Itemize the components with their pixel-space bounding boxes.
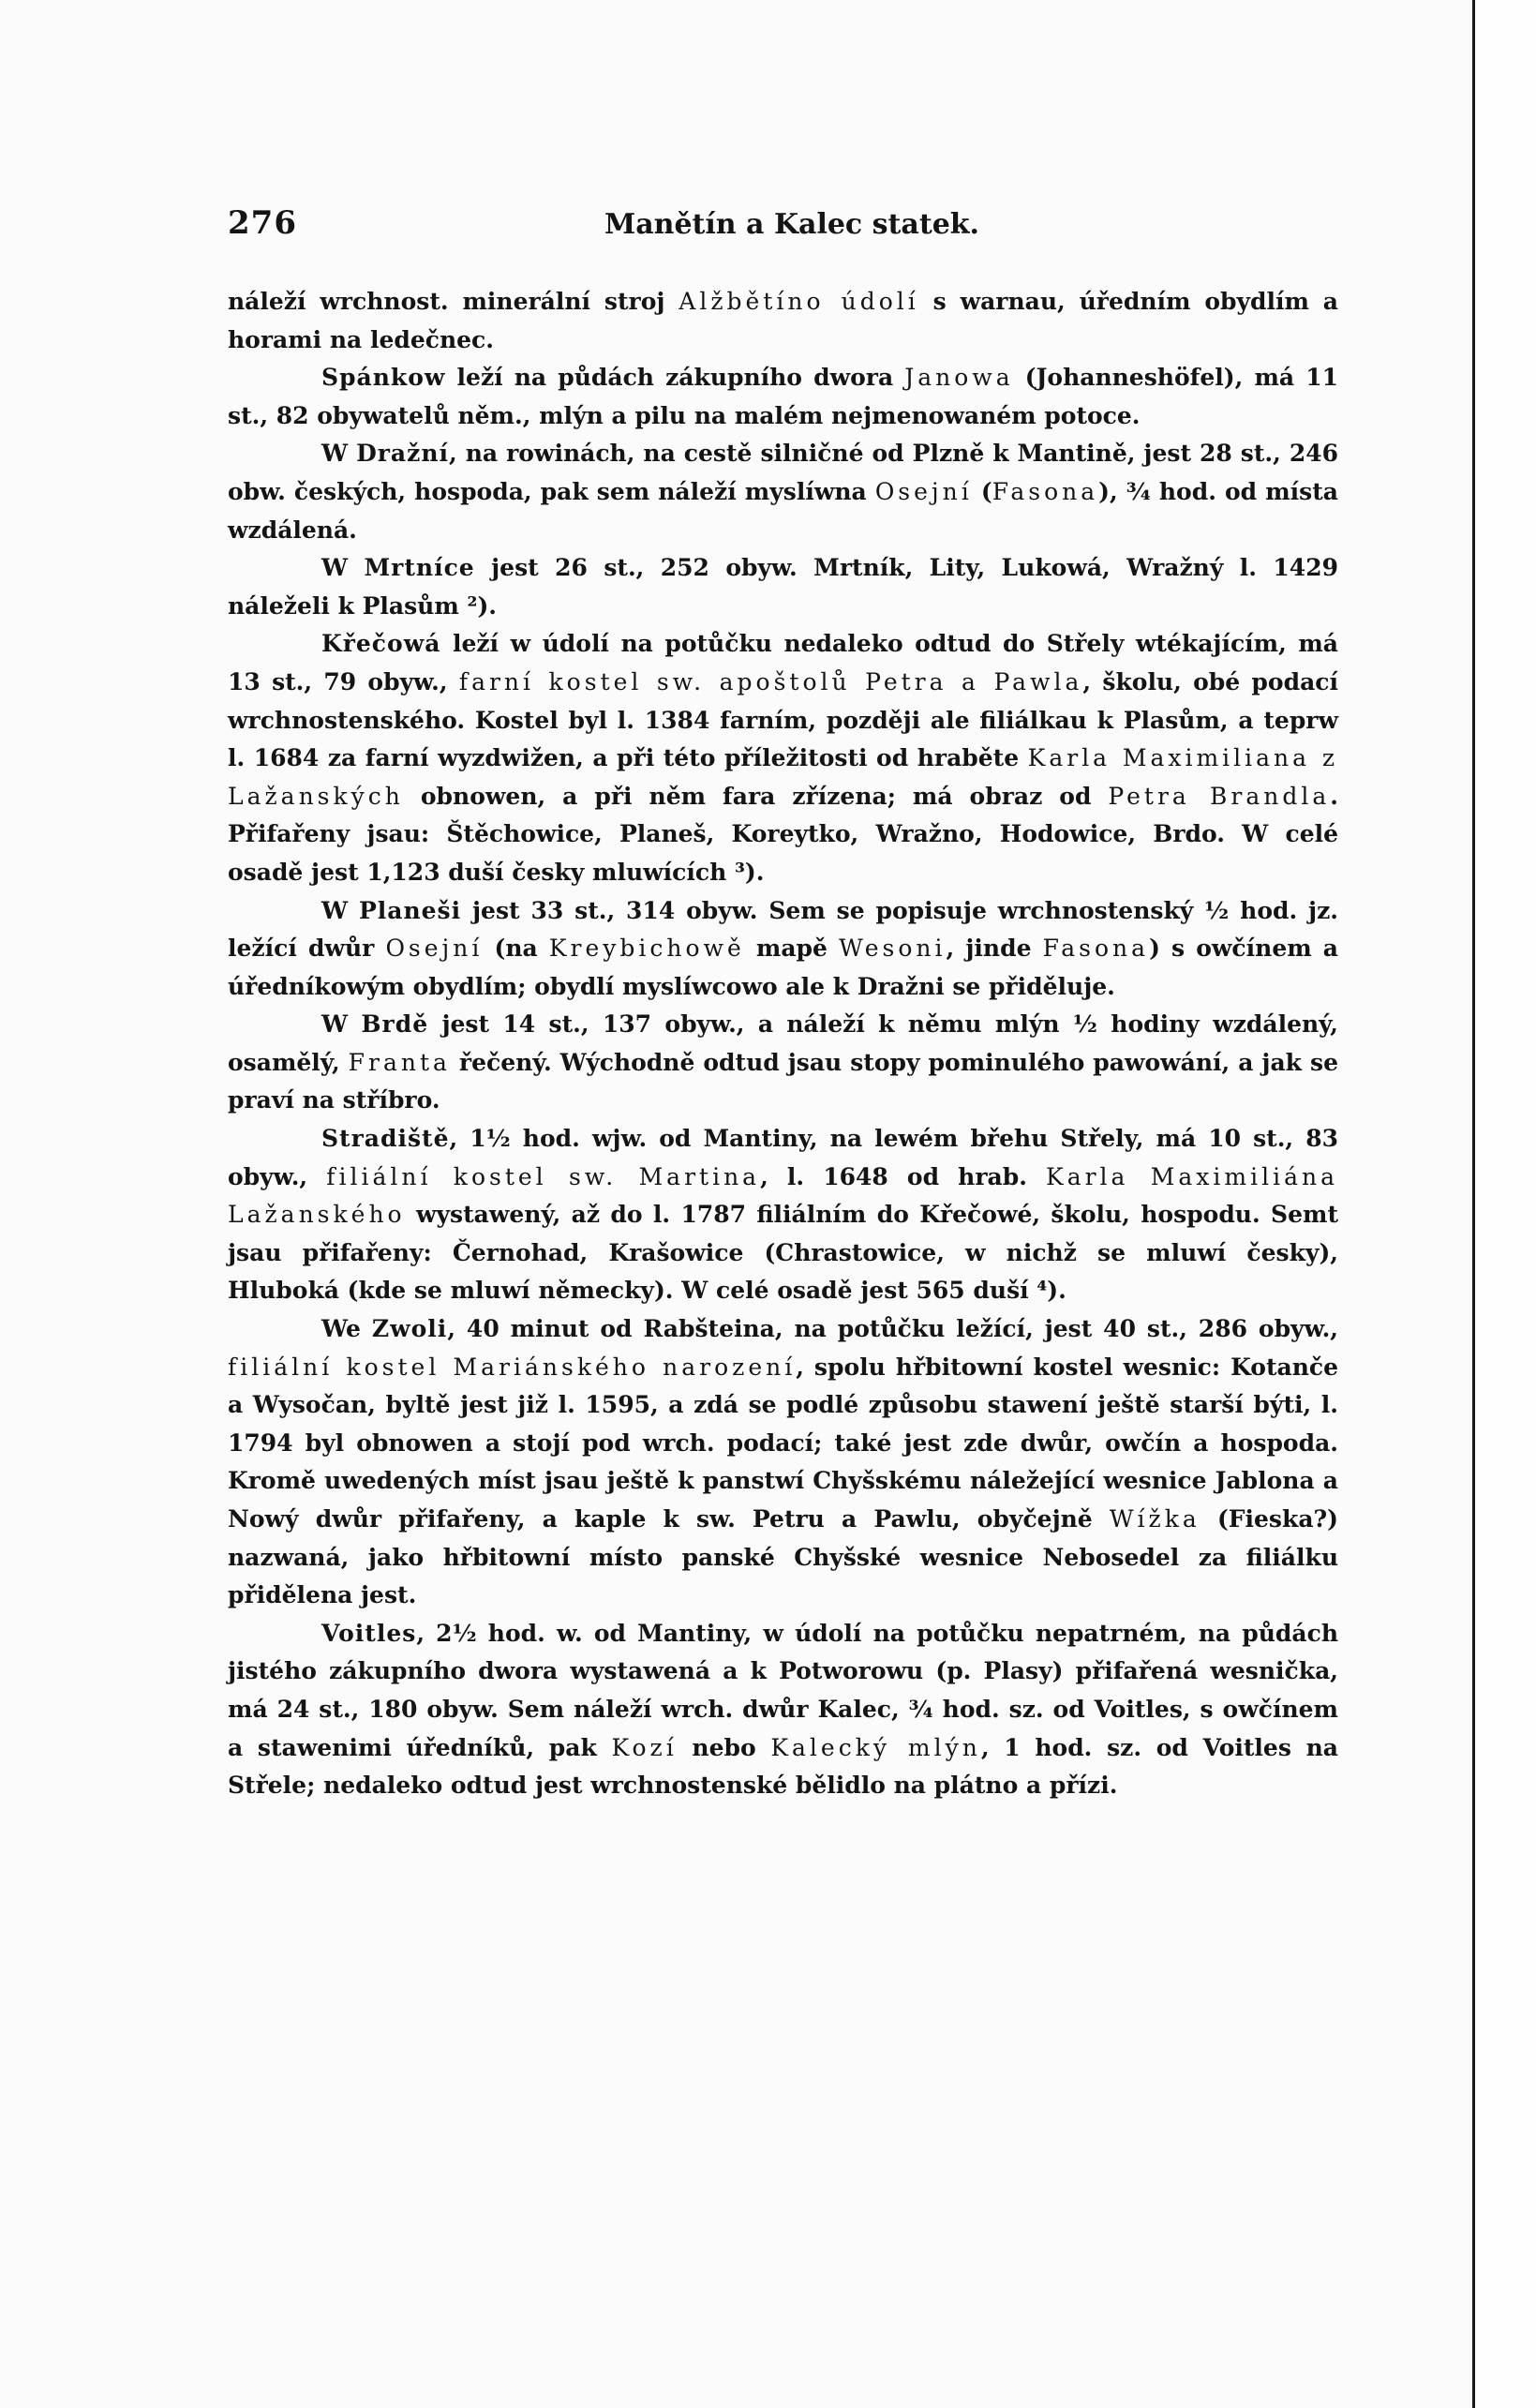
spaced-name: Kreybichowě [548,935,745,963]
page-edge-line [1472,0,1475,2408]
text-run: , jinde [946,935,1043,963]
paragraph [228,435,1338,549]
text-run: W [321,440,357,468]
text-run: jest 26 st., 252 obyw. Mrtník, Lity, Lukowá, Wražný l. 1429 náleželi k Plasům ²). [228,554,1338,620]
text-run: mapě [744,935,840,963]
entry-heading: Spánkow [321,364,446,392]
text-run: obnowen, a při něm fara zřízena; má obraz od [403,782,1109,810]
spaced-name: Kozí [611,1733,678,1761]
spaced-name: Kalecký mlýn [770,1733,981,1761]
text-run: ), ¾ hod. od místa wzdálená. [228,477,1338,544]
text-run: jest 14 st., 137 obyw., a náleží k němu mlýn ½ hodiny wzdálený, osamělý, [228,1010,1338,1076]
paragraph [228,1006,1338,1120]
text-run: W [321,554,365,582]
text-run: leží na půdách zákupního dwora [445,364,905,392]
text-run: ) s owčínem a úředníkowým obydlím; obydlí myslíwcowo ale k Dražni se přiděluje. [228,935,1339,1000]
spaced-name: farní kostel sw. apoštolů Petra a Pawla [458,667,1083,695]
spaced-name: Wížka [1109,1505,1200,1533]
text-run: , spolu hřbitowní kostel wesnic: Kotanče a Wysočan, byltě jest již l. 1595, a zdá se podlé způsobu stawení ještě starší býti, l. 1794 byl obnowen a stojí pod wrch. podací; také jest zde dwůr, owčín a hospoda. Kromě uwedených míst jsau ještě k panstwí Chyšskému náležející wesnice Jablona a Nowý dwůr přifařeny, a kaple k sw. Petru a Pawlu, obyčejně [228,1353,1338,1533]
paragraph [228,359,1338,435]
text-run: (Johanneshöfel), má 11 st., 82 obywatelů něm., mlýn a pilu na malém nejmenowaném potoce. [228,364,1338,429]
paragraph [228,1310,1338,1615]
paragraph [228,1615,1338,1805]
text-run: . Přifařeny jsau: Štěchowice, Planeš, Koreytko, Wražno, Hodowice, Brdo. W celé osadě jest 1,123 duší česky mluwících ³). [228,782,1339,886]
spaced-name: Karla Maximiliána Lažanského [228,1162,1339,1229]
page-number: 276 [228,204,297,242]
text-run: , školu, obé podací wrchnostenského. Kostel byl l. 1384 farním, později ale filiálkau k Plasům, a teprw l. 1684 za farní wyzdwižen, a při této příležitosti od hraběte [228,667,1338,772]
entry-heading: Křečowá [321,630,441,658]
entry-heading: Stradiště [321,1125,450,1153]
text-run: , 40 minut od Rabšteina, na potůčku ležící, jest 40 st., 286 obyw., [447,1315,1338,1343]
adjacent-page-edge [1476,0,1536,2408]
body-text [228,283,1338,1805]
spaced-name: Osejní [385,935,484,963]
paragraph [228,892,1338,1007]
entry-heading: Dražní [356,440,449,468]
entry-heading: Brdě [361,1010,429,1039]
spaced-name: Janowa [904,364,1014,392]
paragraph [228,549,1338,625]
spaced-name: Fasona [992,477,1099,505]
entry-heading: Zwoli [371,1315,448,1343]
spaced-name: filiální kostel sw. Martina [326,1162,761,1190]
text-run: nebo [677,1733,771,1761]
text-run: W [321,896,359,924]
spaced-name: Franta [348,1048,451,1076]
text-run: řečený. Wýchodně odtud jsau stopy pominulého pawowání, a jak se praví na stříbro. [228,1048,1338,1114]
spaced-name: Wesoni [839,935,947,963]
paragraph [228,1120,1338,1310]
spaced-name: Osejní [874,477,973,505]
text-run: , 1 hod. sz. od Voitles na Střele; nedaleko odtud jest wrchnostenské bělidlo na plátno a přízi. [228,1733,1338,1800]
text-run: , l. 1648 od hrab. [760,1162,1047,1190]
spaced-name: Petra Brandla [1108,782,1331,810]
text-run: leží w údolí na potůčku nedaleko odtud do Střely wtékajícím, má 13 st., 79 obyw., [228,630,1338,695]
spaced-name: Alžbětíno údolí [679,288,919,315]
text-run: We [321,1315,372,1343]
text-run: , na rowinách, na cestě silničné od Plzně k Mantině, jest 28 st., 246 obw. českých, hospoda, pak sem náleží myslíwna [228,440,1338,505]
text-run: , 1½ hod. wjw. od Mantiny, na lewém břehu Střely, má 10 st., 83 obyw., [228,1125,1338,1190]
spaced-name: filiální kostel Mariánského narození [228,1353,797,1381]
paragraph [228,283,1338,359]
text-run: ( [972,477,992,505]
text-run: (Fieska?) nazwaná, jako hřbitowní místo panské Chyšské wesnice Nebosedel za filiálku přidělena jest. [228,1505,1338,1609]
text-run: , 2½ hod. w. od Mantiny, w údolí na potůčku nepatrném, na půdách jistého zákupního dwora wystawená a k Potworowu (p. Plasy) přifařená wesnička, má 24 st., 180 obyw. Sem náleží wrch. dwůr Kalec, ¾ hod. sz. od Voitles, s owčínem a stawenimi úředníků, pak [228,1619,1338,1761]
spaced-name: Karla Maximiliana z Lažanských [228,744,1339,810]
text-run: náleží wrchnost. minerální stroj [228,288,679,315]
entry-heading: Voitles [321,1619,417,1647]
text-run: (na [483,935,549,963]
entry-heading: Planeši [358,896,462,924]
text-run: wystawený, až do l. 1787 filiálním do Křečowé, školu, hospodu. Semt jsau přifařeny: Černohad, Krašowice (Chrastowice, w nichž se mluwí česky), Hluboká (kde se mluwí německy). W celé osadě jest 565 duší ⁴). [228,1201,1338,1305]
text-run: s warnau, úředním obydlím a horami na ledečnec. [228,288,1339,353]
text-run: W [321,1010,362,1039]
running-title: Manětín a Kalec statek. [604,208,980,241]
paragraph [228,625,1338,891]
text-run: jest 33 st., 314 obyw. Sem se popisuje wrchnostenský ½ hod. jz. ležící dwůr [228,896,1338,963]
entry-heading: Mrtníce [364,554,475,582]
spaced-name: Fasona [1042,935,1150,963]
